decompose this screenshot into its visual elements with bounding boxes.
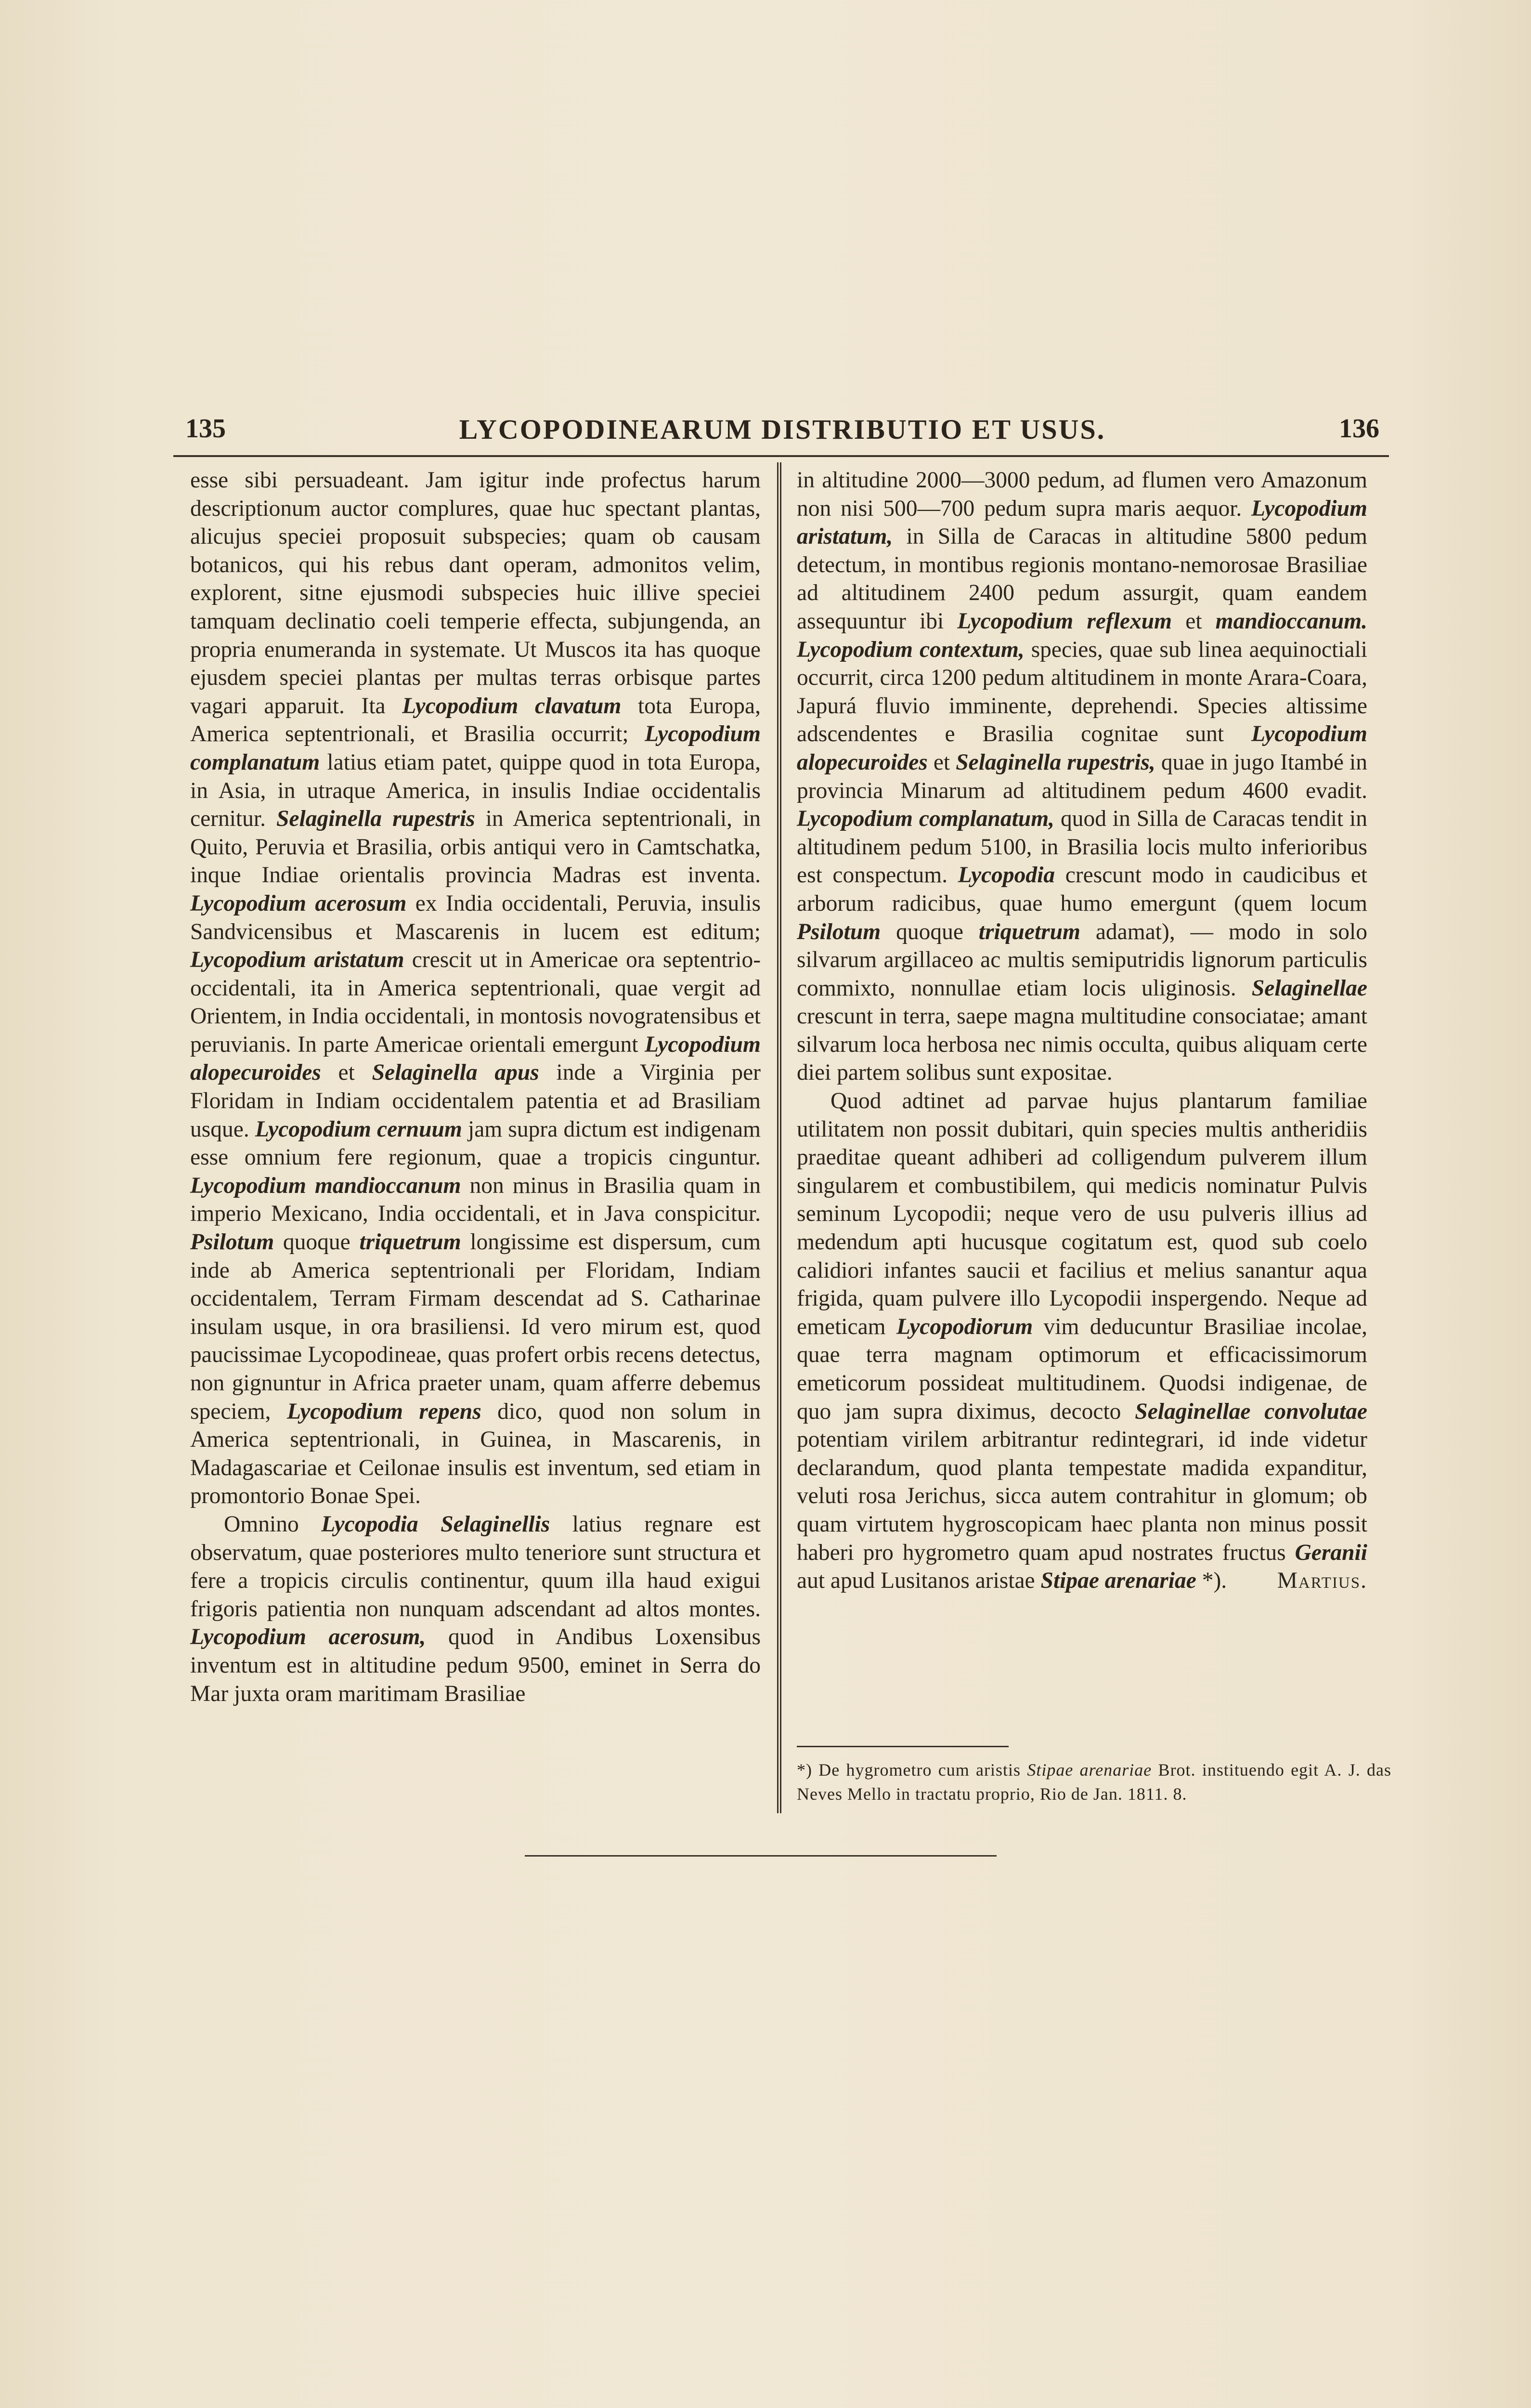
italic-term: Stipae arenariae xyxy=(1040,1568,1196,1594)
italic-term: Psilotum xyxy=(190,1230,274,1255)
left-paragraph-2 xyxy=(190,1510,761,1708)
italic-term: Lycopodium reflexum xyxy=(957,608,1172,634)
left-page-number: 135 xyxy=(185,414,226,444)
text-run: esse sibi persuadeant. Jam igitur inde profectus harum descriptionum auctor complures, quae huc spectant plantas, alicujus speciei proposuit subspecies; quam ob causam botanicos, qui his rebus dant operam, admonitos velim, explorent, sitne ejusmodi subspecies huic illive speciei tamquam declinatio coeli temperie effecta, subjungenda, an propria enumeranda in systemate. Ut Muscos ita has quoque ejusdem speciei plantas per multas terras orbisque partes vagari apparuit. Ita xyxy=(190,468,761,719)
italic-term: Selaginellae convolutae xyxy=(1135,1399,1367,1424)
text-run: quoque xyxy=(274,1230,360,1255)
text-run: in altitudine 2000—3000 pedum, ad flumen vero Amazonum non nisi 500—700 pedum supra maris aequor. xyxy=(797,468,1367,521)
text-run: in Silla de Caracas in altitudine 5800 pedum detectum, in montibus regionis montano-nemorosae Brasiliae ad altitudinem 2400 pedum assurgit, quam eandem assequuntur ibi xyxy=(797,524,1367,634)
text-run: quoque xyxy=(881,919,979,944)
italic-term: Lycopodia Selaginellis xyxy=(321,1511,550,1537)
text-run: in America septentrionali, in Quito, Peruvia et Brasilia, orbis antiqui vero in Camtschatka, inque Indiae orientalis provincia Madras est inventa. xyxy=(190,806,761,888)
text-run: ex India occidentali, Peruvia, insulis Sandvicensibus et Mascarenis in lucem est editum; xyxy=(190,890,761,944)
left-paragraph-1 xyxy=(190,466,761,1510)
italic-term: Selaginella rupestris xyxy=(276,806,475,832)
right-paragraph-1 xyxy=(797,466,1367,1087)
italic-term: Lycopodium alopecuroides xyxy=(797,721,1367,775)
text-run: et xyxy=(321,1060,372,1086)
text-run: latius regnare est observatum, quae posteriores multo teneriore sunt structura et fere a tropicis circulis continentur, quum illa haud exigui frigoris patientia non nunquam adscendant ad altos montes. xyxy=(190,1511,761,1622)
left-column xyxy=(190,466,761,1708)
italic-term: mandioccanum. xyxy=(1215,608,1368,634)
text-run: crescit ut in Americae ora septentrio-occidentali, ita in America septentrionali, quae vergit ad Orientem, in India occidentali, in montosis novogratensibus et peruvianis. In parte Americae orientali emergunt xyxy=(190,947,761,1057)
italic-term: Stipae arenariae xyxy=(1027,1760,1152,1780)
italic-term: Lycopodia xyxy=(958,863,1055,888)
italic-term: Selaginella apus xyxy=(372,1060,539,1086)
italic-term: Lycopodium mandioccanum xyxy=(190,1173,461,1198)
text-run: species, quae sub linea aequinoctiali occurrit, circa 1200 pedum altitudinem in monte Arara-Coara, Japurá fluvio imminente, deprehendi. Species altissime adscendentes e Brasilia cognitae sunt xyxy=(797,637,1367,747)
right-paragraph-2 xyxy=(797,1087,1367,1595)
text-run: et xyxy=(927,749,956,775)
text-run: potentiam virilem arbitrantur redintegrari, id inde videtur declarandum, quod planta tempestate madida expanditur, veluti rosa Jerichus, sicca autem contrahitur in glomum; ob quam virtutem hygroscopicam haec planta non minus possit haberi pro hygrometro quam apud nostrates fructus xyxy=(797,1427,1367,1565)
text-run: non minus in Brasilia quam in imperio Mexicano, India occidentali, et in Java conspicitur. xyxy=(190,1173,761,1227)
author-signature: Martius. xyxy=(1277,1568,1367,1594)
italic-term: Lycopodium alopecuroides xyxy=(190,1032,761,1086)
italic-term: Lycopodiorum xyxy=(896,1314,1033,1339)
header-rule xyxy=(173,455,1389,457)
bottom-rule xyxy=(525,1855,997,1857)
text-run: *) De hygrometro cum aristis xyxy=(797,1760,1027,1780)
italic-term: Lycopodium complanatum xyxy=(190,721,761,775)
italic-term: Lycopodium repens xyxy=(286,1399,481,1424)
page-header xyxy=(185,413,1379,457)
text-run: dico, quod non solum in America septentrionali, in Guinea, in Mascarenis, in Madagascariae et Ceilonae insulis est inventum, sed etiam in promontorio Bonae Spei. xyxy=(190,1399,761,1509)
text-run: latius etiam patet, quippe quod in tota Europa, in Asia, in utraque America, in insulis Indiae occidentalis cernitur. xyxy=(190,749,761,832)
italic-term: Lycopodium acerosum xyxy=(190,890,407,916)
text-run: Quod adtinet ad parvae hujus plantarum familiae utilitatem non possit dubitari, quin species multis antheridiis praeditae queant adhiberi ad colligendum pulverem illum singularem et combustibilem, qui medicis nominatur Pulvis seminum Lycopodii; neque vero de usu pulveris illius ad medendum apti hucusque cogitatum est, quod sub coelo calidiori infantes saucii et facilius et melius sanantur aqua frigida, quam pulvere illo Lycopodii inspergendo. Neque ad emeticam xyxy=(797,1088,1367,1339)
text-run: adamat), — modo in solo silvarum argillaceo ac multis semiputridis lignorum particulis commixto, nonnullae etiam locis uliginosis. xyxy=(797,919,1367,1001)
text-run: inde a Virginia per Floridam in Indiam occidentalem patentia et ad Brasiliam usque. xyxy=(190,1060,761,1142)
italic-term: Lycopodium cernuum xyxy=(255,1116,462,1142)
right-paragraph-2-text xyxy=(797,1088,1367,1593)
text-run: aut apud Lusitanos aristae xyxy=(797,1568,1041,1594)
italic-term: Lycopodium acerosum, xyxy=(190,1624,426,1650)
italic-term: Geranii xyxy=(1295,1540,1367,1565)
right-column xyxy=(797,466,1367,1595)
text-run: crescunt modo in caudicibus et arborum radicibus, quae humo emergunt (quem locum xyxy=(797,863,1367,916)
italic-term: Lycopodium aristatum, xyxy=(797,496,1367,550)
italic-term: Lycopodium complanatum, xyxy=(797,806,1055,832)
text-run: vim deducuntur Brasiliae incolae, quae terra magnam optimorum et efficacissimorum emeticorum possideat multitudinem. Quodsi indigenae, de quo jam supra diximus, decocto xyxy=(797,1314,1367,1424)
italic-term: triquetrum xyxy=(978,919,1080,944)
text-run: jam supra dictum est indigenam esse omnium fere regionum, quae a tropicis cinguntur. xyxy=(190,1116,761,1170)
text-run: Omnino xyxy=(224,1511,322,1537)
text-run: quod in Silla de Caracas tendit in altitudinem pedum 5100, in Brasilia locis multo inferioribus est conspectum. xyxy=(797,806,1367,888)
italic-term: Selaginellae xyxy=(1251,975,1367,1001)
footnote xyxy=(797,1758,1391,1806)
italic-term: Lycopodium contextum, xyxy=(797,637,1025,662)
text-run: *). xyxy=(1196,1568,1227,1594)
italic-term: Lycopodium aristatum xyxy=(190,947,404,973)
italic-term: Lycopodium clavatum xyxy=(402,693,622,719)
italic-term: Selaginella rupestris, xyxy=(956,749,1155,775)
text-run: et xyxy=(1172,608,1216,634)
italic-term: Psilotum xyxy=(797,919,881,944)
text-run: longissime est dispersum, cum inde ab America septentrionali per Floridam, Indiam occidentalem, Terram Firmam descendat ad S. Catharinae insulam usque, in ora brasiliensi. Id vero mirum est, quod paucissimae Lycopodineae, quas profert orbis recens detectus, non gignuntur in Africa praeter unam, quam afferre debemus speciem, xyxy=(190,1230,761,1424)
italic-term: triquetrum xyxy=(359,1230,461,1255)
footnote-rule xyxy=(797,1746,1009,1747)
text-run: quod in Andibus Loxensibus inventum est in altitudine pedum 9500, eminet in Serra do Mar juxta oram maritimam Brasiliae xyxy=(190,1624,761,1706)
text-run: Brot. instituendo egit A. J. das Neves Mello in tractatu proprio, Rio de Jan. 1811. 8. xyxy=(797,1760,1391,1804)
text-run: crescunt in terra, saepe magna multitudine consociatae; amant silvarum loca herbosa nec nimis occulta, quibus aliquam certe diei partem solibus sunt expositae. xyxy=(797,1004,1367,1086)
text-run: quae in jugo Itambé in provincia Minarum ad altitudinem pedum 4600 evadit. xyxy=(797,749,1368,803)
right-page-number: 136 xyxy=(1339,414,1379,444)
running-title: LYCOPODINEARUM DISTRIBUTIO ET USUS. xyxy=(459,414,1106,445)
text-run: tota Europa, America septentrionali, et Brasilia occurrit; xyxy=(190,693,761,747)
column-divider xyxy=(777,462,781,1813)
